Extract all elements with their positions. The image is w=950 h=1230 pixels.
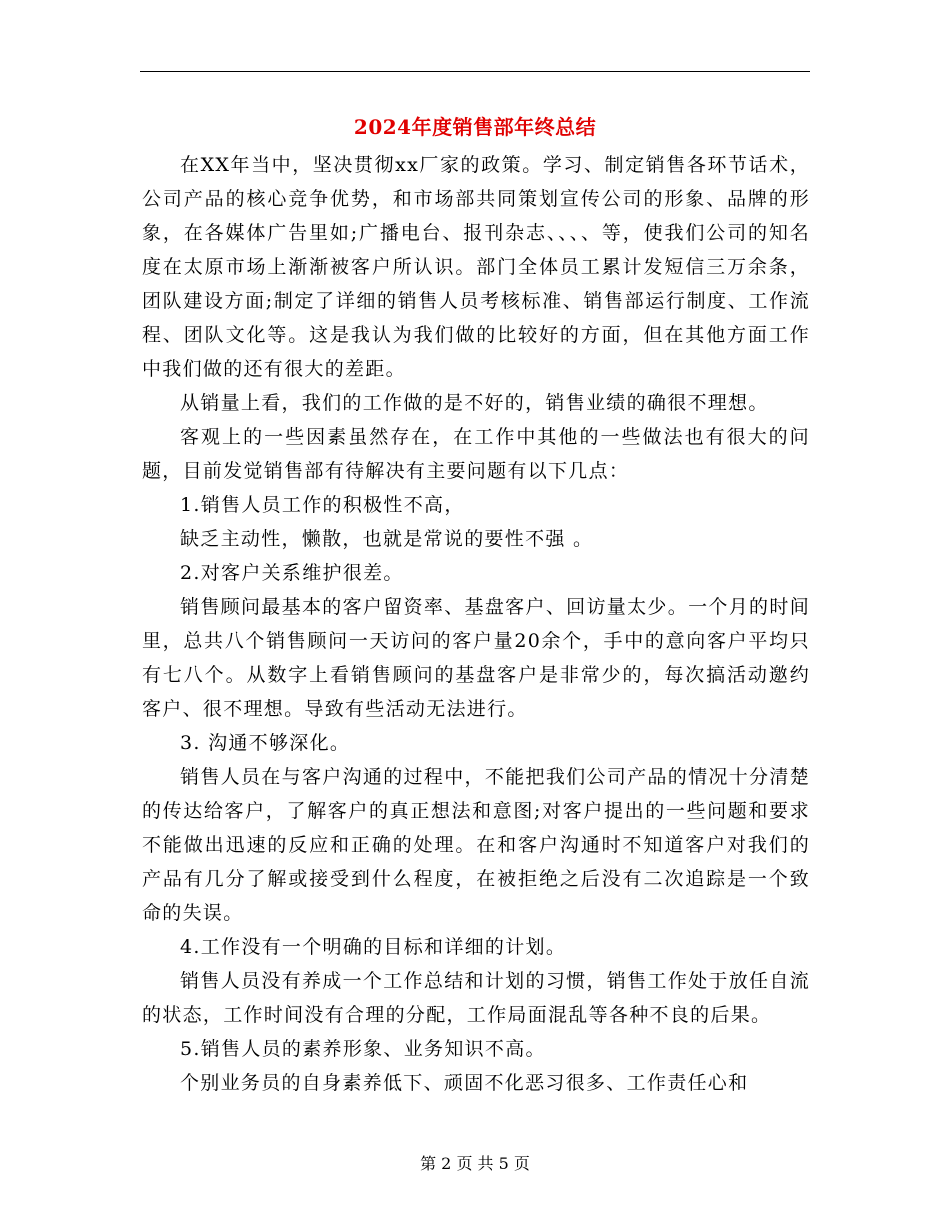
paragraph: 缺乏主动性，懒散，也就是常说的要性不强 。: [180, 528, 594, 550]
page-number-footer: 第 2 页 共 5 页: [420, 1154, 530, 1173]
paragraph: 销售人员没有养成一个工作总结和计划的习惯，销售工作处于放任自流的状态，工作时间没有合理的分配，工作局面混乱等各种不良的后果。: [142, 970, 810, 1026]
paragraph: 销售人员在与客户沟通的过程中，不能把我们公司产品的情况十分清楚的传达给客户，了解客户的真正想法和意图;对客户提出的一些问题和要求不能做出迅速的反应和正确的处理。在和客户沟通时不知道客户对我们的产品有几分了解或接受到什么程度，在被拒绝之后没有二次追踪是一个致命的失误。: [142, 766, 810, 924]
paragraph: 在XX年当中，坚决贯彻xx厂家的政策。学习、制定销售各环节话术，公司产品的核心竞争优势，和市场部共同策划宣传公司的形象、品牌的形象，在各媒体广告里如;广播电台、报刊杂志、、、、等，使我们公司的知名度在太原市场上渐渐被客户所认识。部门全体员工累计发短信三万余条，团队建设方面;制定了详细的销售人员考核标准、销售部运行制度、工作流程、团队文化等。这是我认为我们做的比较好的方面，但在其他方面工作中我们做的还有很大的差距。: [142, 154, 810, 380]
paragraph: 从销量上看，我们的工作做的是不好的，销售业绩的确很不理想。: [180, 392, 769, 414]
list-heading: 5.销售人员的素养形象、业务知识不高。: [180, 1038, 546, 1060]
header-rule: [140, 71, 810, 72]
list-heading: 1.销售人员工作的积极性不高，: [180, 494, 465, 516]
paragraph: 个别业务员的自身素养低下、顽固不化恶习很多、工作责任心和: [180, 1072, 749, 1094]
paragraph: 客观上的一些因素虽然存在，在工作中其他的一些做法也有很大的问题，目前发觉销售部有待解决有主要问题有以下几点：: [142, 426, 810, 482]
document-body: [142, 148, 810, 1100]
list-heading: 3. 沟通不够深化。: [180, 732, 351, 754]
list-heading: 2.对客户关系维护很差。: [180, 562, 404, 584]
paragraph: 销售顾问最基本的客户留资率、基盘客户、回访量太少。一个月的时间里，总共八个销售顾问一天访问的客户量20余个，手中的意向客户平均只有七八个。从数字上看销售顾问的基盘客户是非常少的，每次搞活动邀约客户、很不理想。导致有些活动无法进行。: [142, 596, 810, 720]
list-heading: 4.工作没有一个明确的目标和详细的计划。: [180, 936, 567, 958]
document-title: 2024年度销售部年终总结: [353, 115, 597, 139]
